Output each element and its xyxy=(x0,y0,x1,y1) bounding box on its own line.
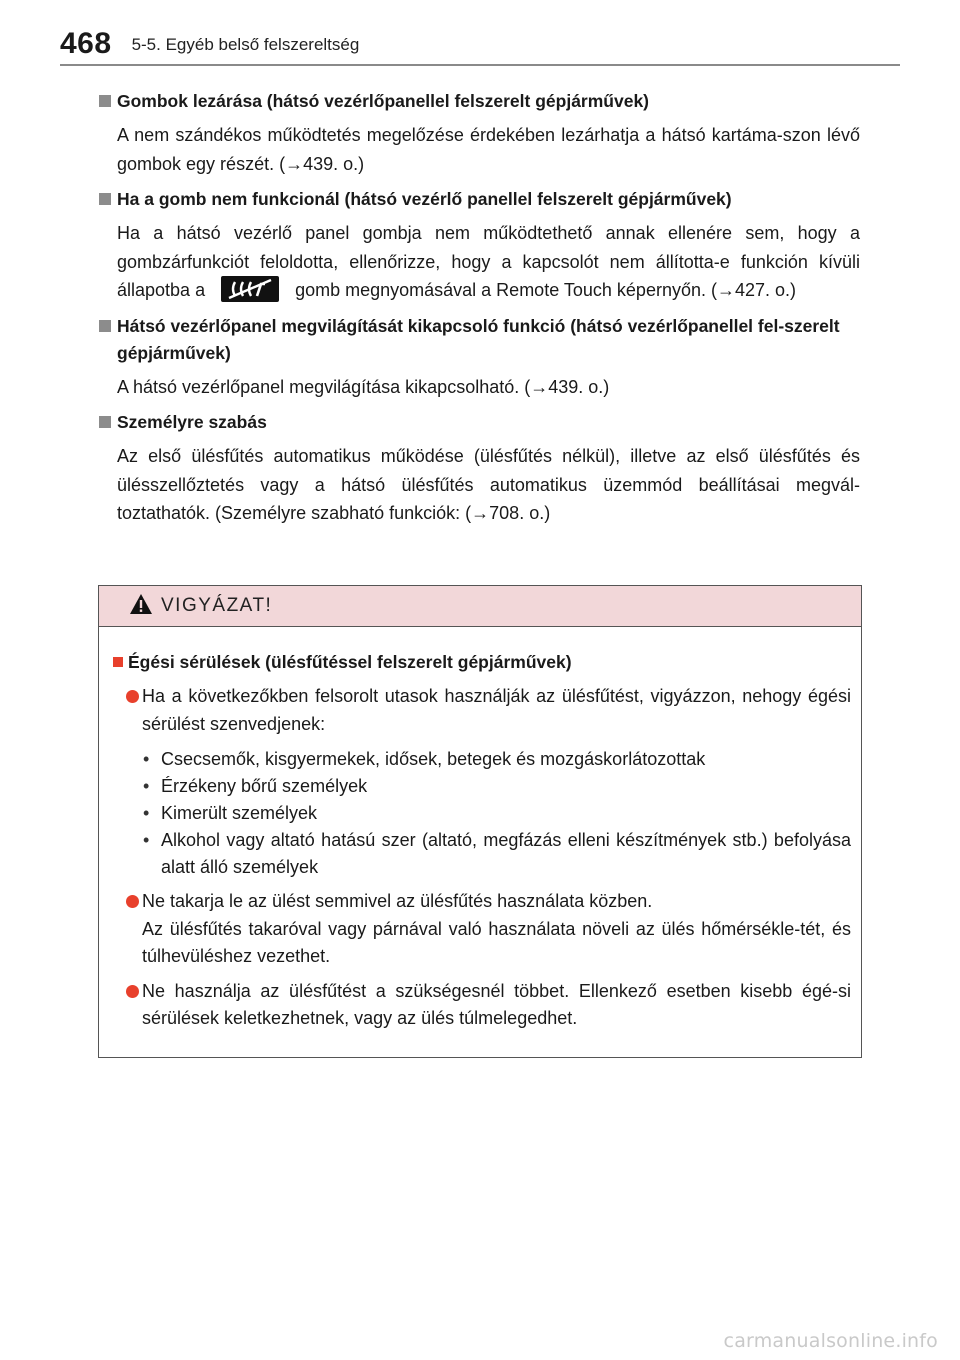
paragraph-text-after-icon: gomb megnyomásával a Remote Touch képernyőn. (→427. o.) xyxy=(295,280,797,300)
paragraph-text-before-icon: Ha a hátsó vezérlő panel gombja nem működtethető annak ellenére sem, hogy a gombzárfunkciót feloldotta, ellenőrizze, hogy a kapcsolót nem állította-e funkción kívüli állapotba a xyxy=(117,223,860,300)
red-dot-icon xyxy=(126,895,139,908)
warning-header xyxy=(99,586,861,627)
page-header xyxy=(60,22,900,66)
warning-bullet-text: Ha a következőkben felsorolt utasok használják az ülésfűtést, vigyázzon, nehogy égési sérülést szenvedjenek: xyxy=(142,686,851,734)
warning-subheading xyxy=(113,649,851,676)
warning-sublist xyxy=(142,746,851,881)
warning-body xyxy=(99,627,861,1033)
section-heading xyxy=(98,186,860,213)
section-heading-text: Ha a gomb nem funkcionál (hátsó vezérlő panellel felszerelt gépjárművek) xyxy=(117,189,732,209)
warning-box xyxy=(98,585,862,1058)
warning-bullet-text: Ne takarja le az ülést semmivel az ülésfűtés használata közben. xyxy=(142,891,653,911)
section-paragraph: A hátsó vezérlőpanel megvilágítása kikapcsolható. (→439. o.) xyxy=(117,376,610,397)
section-title: 5-5. Egyéb belső felszereltség xyxy=(131,35,360,54)
warning-bullet xyxy=(113,683,851,738)
warning-title: VIGYÁZAT! xyxy=(161,595,273,616)
heading-square-icon xyxy=(99,320,111,332)
section-paragraph xyxy=(117,219,860,305)
section-heading xyxy=(98,313,860,367)
main-content xyxy=(98,80,860,528)
section-heading-text: Hátsó vezérlőpanel megvilágítását kikapcsoló funkció (hátsó vezérlőpanellel fel-szerelt gépjárművek) xyxy=(117,315,840,363)
section-heading-text: Gombok lezárása (hátsó vezérlőpanellel felszerelt gépjárművek) xyxy=(117,91,650,111)
page-number: 468 xyxy=(60,27,112,60)
list-item: • Kimerült személyek xyxy=(142,800,851,827)
red-square-icon xyxy=(113,657,123,667)
warning-subheading-text: Égési sérülések (ülésfűtéssel felszerelt gépjárművek) xyxy=(128,652,572,672)
watermark: carmanualsonline.info xyxy=(723,1330,938,1352)
section-heading xyxy=(98,409,860,436)
warning-bullet-text: Ne használja az ülésfűtést a szükségesnél többet. Ellenkező esetben kisebb égé-si sérülések keletkezhetnek, vagy az ülés túlmelegedhet. xyxy=(142,980,851,1028)
section-heading xyxy=(98,88,860,115)
heading-square-icon xyxy=(99,193,111,205)
heading-square-icon xyxy=(99,95,111,107)
section-paragraph: A nem szándékos működtetés megelőzése érdekében lezárhatja a hátsó kartáma-szon lévő gombok egy részét. (→439. o.) xyxy=(117,125,860,174)
warning-bullet xyxy=(113,978,851,1033)
heading-square-icon xyxy=(99,416,111,428)
warning-bullet xyxy=(113,888,851,971)
warning-triangle-icon xyxy=(129,593,153,620)
seat-heat-off-icon xyxy=(221,276,279,302)
list-item: • Csecsemők, kisgyermekek, idősek, betegek és mozgáskorlátozottak xyxy=(142,746,851,773)
red-dot-icon xyxy=(126,690,139,703)
list-item: • Alkohol vagy altató hatású szer (altató, megfázás elleni készítmények stb.) befolyása alatt álló személyek xyxy=(142,827,851,881)
section-paragraph: Az első ülésfűtés automatikus működése (ülésfűtés nélkül), illetve az első ülésfűtés és ülésszellőztetés vagy a hátsó ülésfűtés automatikus üzemmód beállításai megvál-toztathatók. (Személyre szabható funkciók: (→708. o.) xyxy=(117,446,860,523)
red-dot-icon xyxy=(126,985,139,998)
list-item: • Érzékeny bőrű személyek xyxy=(142,773,851,800)
warning-bullet-text: Az ülésfűtés takaróval vagy párnával való használata növeli az ülés hőmérsékle-tét, és túlhevüléshez vezethet. xyxy=(142,918,851,966)
section-heading-text: Személyre szabás xyxy=(117,412,267,432)
